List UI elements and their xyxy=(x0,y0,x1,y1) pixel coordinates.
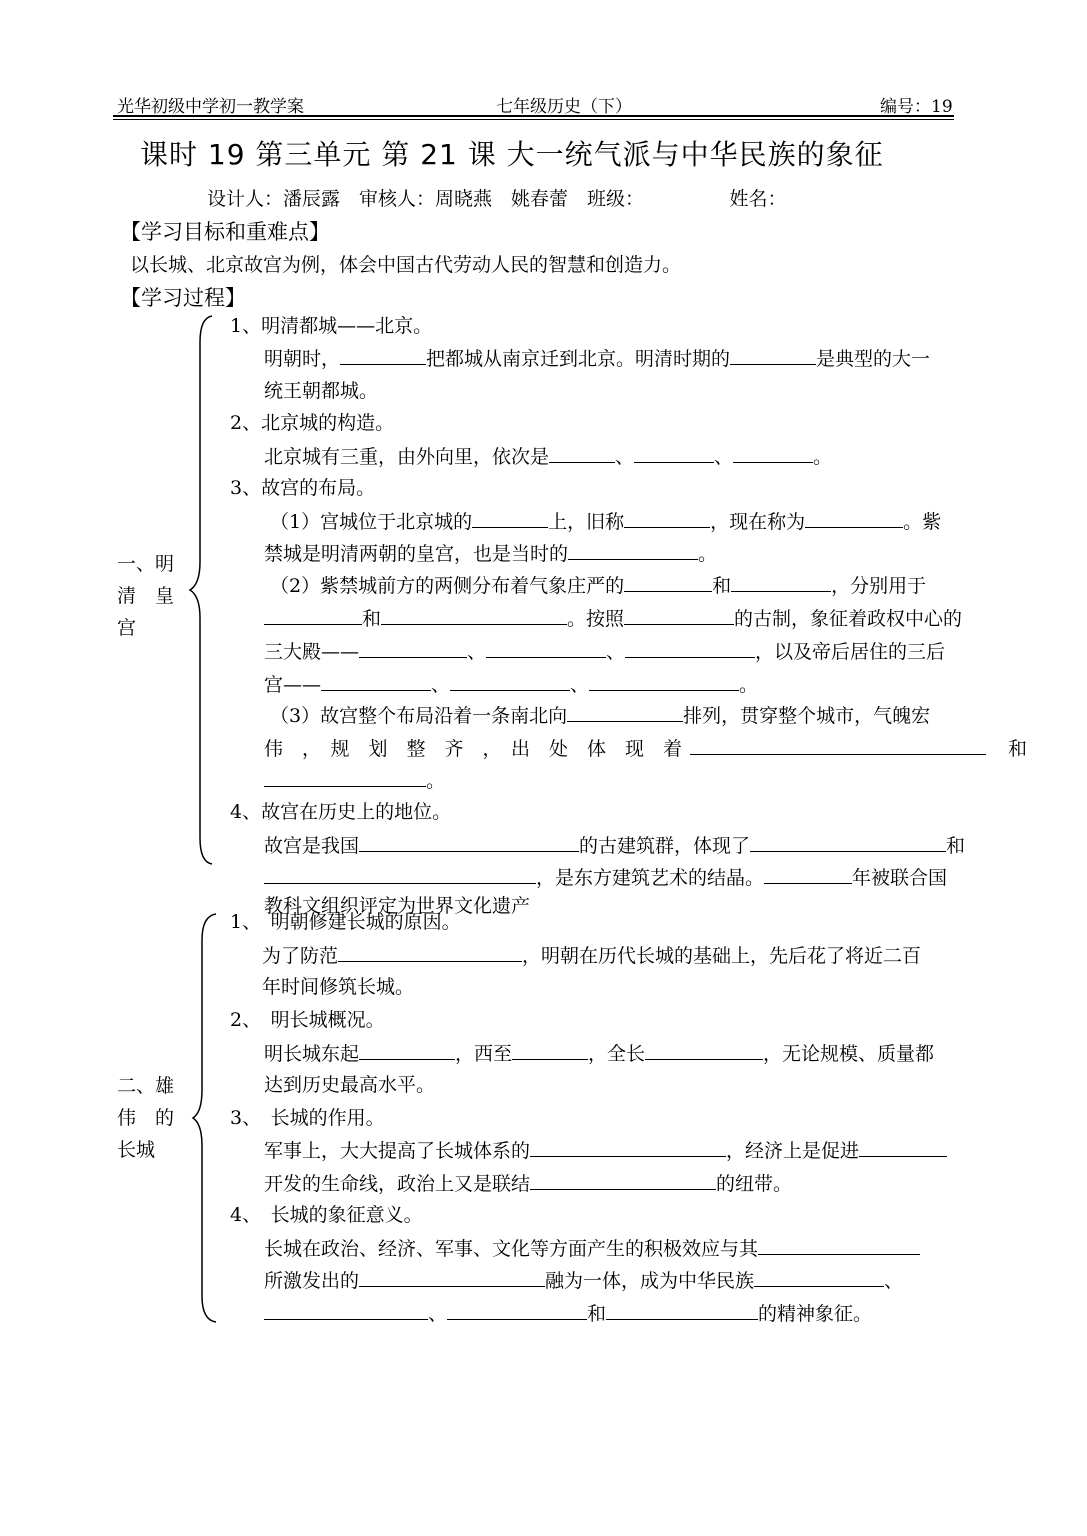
fill-blank[interactable] xyxy=(606,1301,758,1320)
s1-line-9: （2）紫禁城前方的两侧分布着气象庄严的 和 ，分别用于 xyxy=(270,575,927,597)
fill-blank[interactable] xyxy=(731,573,831,592)
fill-blank[interactable] xyxy=(359,833,579,852)
fill-blank[interactable] xyxy=(264,1301,428,1320)
section1-side-label-1: 一、明 xyxy=(117,553,175,575)
fill-blank[interactable] xyxy=(733,444,813,463)
fill-blank[interactable] xyxy=(645,1041,763,1060)
page-title: 课时 19 第三单元 第 21 课 大一统气派与中华民族的象征 xyxy=(140,138,884,171)
header-rule xyxy=(113,115,954,117)
fill-blank[interactable] xyxy=(450,672,570,691)
s2-item1-heading: 1、 明朝修建长城的原因。 xyxy=(230,911,461,933)
fill-blank[interactable] xyxy=(634,444,714,463)
fill-blank[interactable] xyxy=(264,865,536,884)
fill-blank[interactable] xyxy=(859,1138,947,1157)
fill-blank[interactable] xyxy=(530,1138,726,1157)
s1-line-13: （3）故宫整个布局沿着一条南北向 排列，贯穿整个城市，气魄宏 xyxy=(270,705,931,727)
fill-blank[interactable] xyxy=(764,865,852,884)
goals-text: 以长城、北京故宫为例，体会中国古代劳动人民的智慧和创造力。 xyxy=(130,254,682,276)
fill-blank[interactable] xyxy=(750,833,946,852)
fill-blank[interactable] xyxy=(321,672,431,691)
fill-blank[interactable] xyxy=(567,703,683,722)
s2-line-11: 长城在政治、经济、军事、文化等方面产生的积极效应与其 xyxy=(264,1236,920,1261)
fill-blank[interactable] xyxy=(340,346,426,365)
s1-line-11: 三大殿—— 、 、 ，以及帝后居住的三后 xyxy=(264,641,946,663)
fill-blank[interactable] xyxy=(359,639,467,658)
s1-item3-heading: 3、故宫的布局。 xyxy=(230,477,376,499)
fill-blank[interactable] xyxy=(625,639,755,658)
fill-blank[interactable] xyxy=(589,672,739,691)
s1-line-10: 和 。按照 的古制，象征着政权中心的 xyxy=(264,606,962,631)
fill-blank[interactable] xyxy=(730,346,816,365)
s1-line-15: 。 xyxy=(264,768,445,793)
goals-heading: 【学习目标和重难点】 xyxy=(120,220,330,244)
s2-line-6: 达到历史最高水平。 xyxy=(264,1074,436,1096)
s2-item2-heading: 2、 明长城概况。 xyxy=(230,1009,385,1031)
s1-line-7: （1）宫城位于北京城的 上，旧称 ，现在称为 。紫 xyxy=(270,511,942,533)
s1-line-3: 统王朝都城。 xyxy=(264,380,379,402)
fill-blank[interactable] xyxy=(264,768,426,787)
fill-blank[interactable] xyxy=(530,1171,716,1190)
s1-line-12: 宫—— 、 、 。 xyxy=(264,674,759,696)
s2-line-13: 、 和 的精神象征。 xyxy=(264,1301,872,1326)
s2-line-9: 开发的生命线，政治上又是联结 的纽带。 xyxy=(264,1173,793,1195)
s2-line-8: 军事上，大大提高了长城体系的 ，经济上是促进 xyxy=(264,1138,947,1163)
s1-line-14: 伟 ， 规 划 整 齐 ， 出 处 体 现 着 和 xyxy=(264,738,1028,760)
section2-side-label-2: 伟 的 xyxy=(117,1107,175,1129)
s2-line-5: 明长城东起 ，西至 ，全长 ，无论规模、质量都 xyxy=(264,1043,935,1065)
process-heading: 【学习过程】 xyxy=(120,286,246,310)
fill-blank[interactable] xyxy=(472,509,548,528)
header-rule-thin xyxy=(113,119,954,120)
s2-item4-heading: 4、 长城的象征意义。 xyxy=(230,1204,423,1226)
section2-side-label-1: 二、雄 xyxy=(117,1075,175,1097)
s2-line-3: 年时间修筑长城。 xyxy=(262,976,415,998)
fill-blank[interactable] xyxy=(264,606,362,625)
fill-blank[interactable] xyxy=(690,736,986,755)
fill-blank[interactable] xyxy=(359,1041,455,1060)
credits: 设计人：潘辰露 审核人：周晓燕 姚春蕾 班级： 姓名： xyxy=(207,188,787,210)
fill-blank[interactable] xyxy=(549,444,615,463)
s1-item2-heading: 2、北京城的构造。 xyxy=(230,412,395,434)
s1-line-8: 禁城是明清两朝的皇宫，也是当时的 。 xyxy=(264,543,718,565)
fill-blank[interactable] xyxy=(486,639,606,658)
section1-brace xyxy=(186,312,216,868)
fill-blank[interactable] xyxy=(359,1268,545,1287)
section1-side-label-3: 宫 xyxy=(117,617,137,639)
s2-line-12: 所激发出的 融为一体，成为中华民族 、 xyxy=(264,1270,904,1292)
fill-blank[interactable] xyxy=(568,541,698,560)
fill-blank[interactable] xyxy=(805,509,903,528)
s1-line-19-clipped: 教科文组织评定为世界文化遗产 xyxy=(264,895,531,917)
header-subject: 七年级历史（下） xyxy=(496,97,632,117)
fill-blank[interactable] xyxy=(447,1301,587,1320)
section2-brace xyxy=(190,910,220,1326)
header-school: 光华初级中学初一教学案 xyxy=(117,97,304,117)
fill-blank[interactable] xyxy=(381,606,567,625)
s1-line-2: 明朝时， 把都城从南京迁到北京。明清时期的 是典型的大一 xyxy=(264,348,931,370)
s1-item4-heading: 4、故宫在历史上的地位。 xyxy=(230,801,452,823)
fill-blank[interactable] xyxy=(624,573,712,592)
s2-item3-heading: 3、 长城的作用。 xyxy=(230,1107,385,1129)
fill-blank[interactable] xyxy=(624,606,734,625)
fill-blank[interactable] xyxy=(512,1041,588,1060)
fill-blank[interactable] xyxy=(624,509,710,528)
header-number: 编号：19 xyxy=(880,97,953,117)
s1-line-17: 故宫是我国 的古建筑群，体现了 和 xyxy=(264,835,966,857)
fill-blank[interactable] xyxy=(754,1268,884,1287)
fill-blank[interactable] xyxy=(338,943,522,962)
s1-line-18: ，是东方建筑艺术的结晶。 年被联合国 xyxy=(264,865,947,890)
section2-side-label-3: 长城 xyxy=(117,1139,156,1161)
s1-line-5: 北京城有三重，由外向里，依次是 、 、 。 xyxy=(264,446,833,468)
s2-line-2: 为了防范 ，明朝在历代长城的基础上，先后花了将近二百 xyxy=(262,945,922,967)
s1-item1-heading: 1、明清都城——北京。 xyxy=(230,315,433,337)
fill-blank[interactable] xyxy=(758,1236,920,1255)
section1-side-label-2: 清 皇 xyxy=(117,585,175,607)
